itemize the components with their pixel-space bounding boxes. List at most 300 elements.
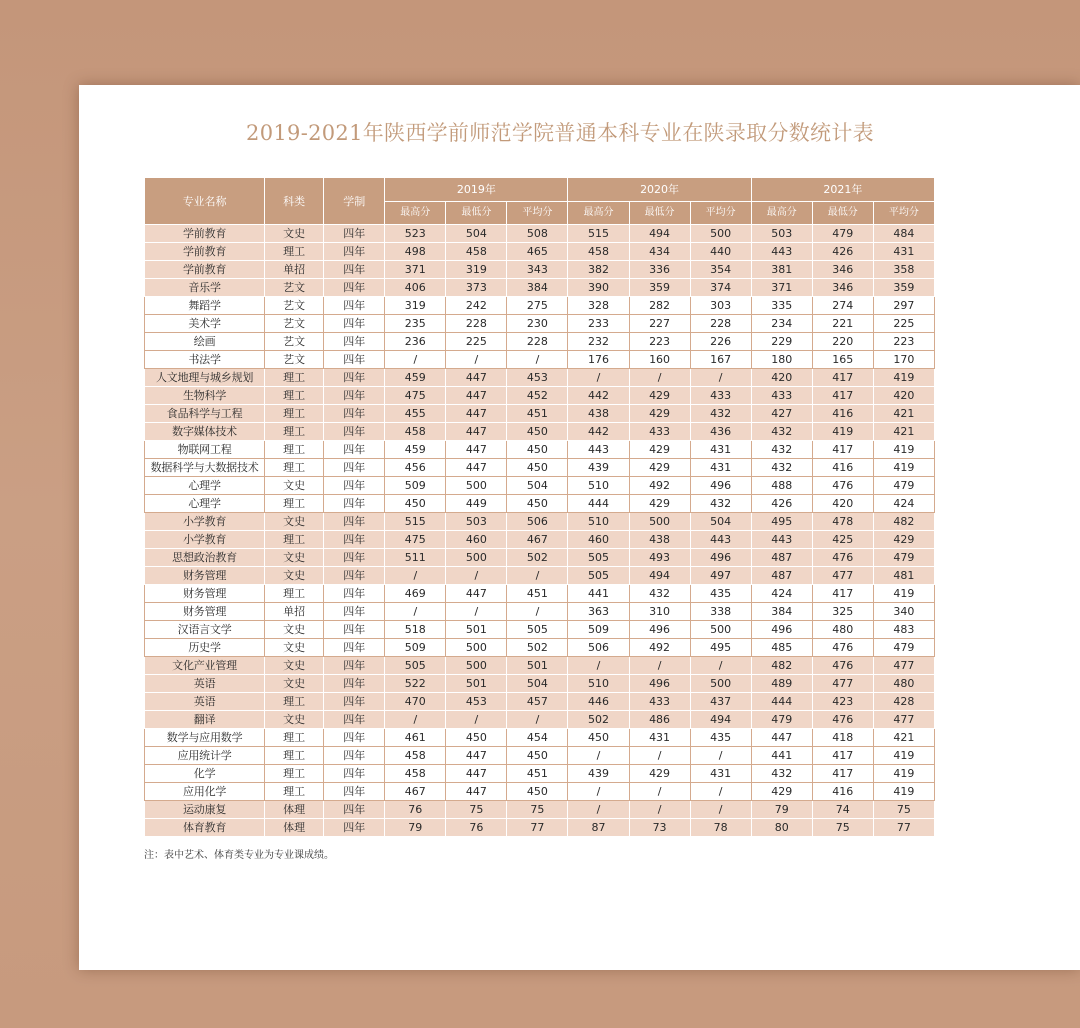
cell-avg-2021: 479 [873,477,934,495]
cell-avg-2019: 451 [507,585,568,603]
table-row [145,279,935,297]
cell-max-2020: / [568,783,629,801]
table-row [145,549,935,567]
cell-max-2021: 495 [751,513,812,531]
table-row [145,477,935,495]
cell-min-2021: 220 [812,333,873,351]
table-body [145,225,935,837]
cell-min-2020: 492 [629,639,690,657]
cell-max-2020: 510 [568,477,629,495]
cell-avg-2020: 167 [690,351,751,369]
cell-min-2020: 432 [629,585,690,603]
cell-avg-2019: 504 [507,477,568,495]
cell-max-2019: 515 [385,513,446,531]
cell-min-2020: 429 [629,765,690,783]
cell-max-2021: 371 [751,279,812,297]
table-row [145,261,935,279]
cell-min-2021: 417 [812,441,873,459]
score-table [144,177,935,837]
cell-category: 理工 [265,459,324,477]
cell-max-2020: 450 [568,729,629,747]
cell-system: 四年 [324,603,385,621]
cell-avg-2020: 78 [690,819,751,837]
table-row [145,459,935,477]
cell-min-2021: 417 [812,747,873,765]
table-row [145,747,935,765]
cell-major-name: 书法学 [145,351,265,369]
cell-major-name: 心理学 [145,495,265,513]
header-year-2021: 2021年 [751,178,934,202]
cell-avg-2019: 506 [507,513,568,531]
cell-major-name: 化学 [145,765,265,783]
cell-major-name: 体育教育 [145,819,265,837]
header-avg-2021: 平均分 [873,202,934,225]
cell-max-2021: 432 [751,765,812,783]
table-row [145,819,935,837]
cell-avg-2021: 297 [873,297,934,315]
cell-max-2019: 511 [385,549,446,567]
cell-system: 四年 [324,711,385,729]
cell-major-name: 美术学 [145,315,265,333]
cell-min-2021: 417 [812,765,873,783]
cell-avg-2019: 275 [507,297,568,315]
cell-avg-2020: 500 [690,225,751,243]
cell-system: 四年 [324,225,385,243]
cell-max-2020: 439 [568,459,629,477]
cell-min-2019: / [446,567,507,585]
cell-avg-2019: 502 [507,639,568,657]
cell-max-2021: 429 [751,783,812,801]
cell-max-2020: 328 [568,297,629,315]
cell-avg-2019: 457 [507,693,568,711]
cell-avg-2019: 451 [507,765,568,783]
cell-avg-2019: 508 [507,225,568,243]
cell-avg-2019: / [507,603,568,621]
cell-min-2019: 453 [446,693,507,711]
cell-max-2019: 522 [385,675,446,693]
cell-system: 四年 [324,747,385,765]
cell-max-2020: 515 [568,225,629,243]
cell-system: 四年 [324,369,385,387]
cell-max-2021: 479 [751,711,812,729]
cell-max-2020: 458 [568,243,629,261]
cell-category: 文史 [265,675,324,693]
cell-avg-2020: / [690,783,751,801]
cell-max-2021: 503 [751,225,812,243]
cell-category: 艺文 [265,351,324,369]
cell-category: 文史 [265,477,324,495]
table-row [145,405,935,423]
cell-major-name: 英语 [145,675,265,693]
table-row [145,693,935,711]
cell-max-2021: 447 [751,729,812,747]
cell-min-2019: 447 [446,369,507,387]
cell-max-2021: 384 [751,603,812,621]
cell-avg-2020: / [690,369,751,387]
table-row [145,765,935,783]
cell-min-2020: 282 [629,297,690,315]
cell-system: 四年 [324,801,385,819]
cell-min-2019: 447 [446,459,507,477]
cell-min-2019: 319 [446,261,507,279]
cell-min-2021: 478 [812,513,873,531]
cell-avg-2019: 450 [507,783,568,801]
cell-max-2019: 319 [385,297,446,315]
cell-category: 理工 [265,243,324,261]
table-row [145,423,935,441]
cell-avg-2020: 497 [690,567,751,585]
cell-max-2020: 382 [568,261,629,279]
cell-major-name: 思想政治教育 [145,549,265,567]
table-row [145,729,935,747]
cell-avg-2020: 440 [690,243,751,261]
table-row [145,603,935,621]
cell-max-2019: 235 [385,315,446,333]
cell-category: 理工 [265,369,324,387]
cell-avg-2020: 228 [690,315,751,333]
cell-max-2021: 80 [751,819,812,837]
cell-max-2020: 446 [568,693,629,711]
cell-min-2020: 492 [629,477,690,495]
cell-avg-2020: 435 [690,729,751,747]
cell-system: 四年 [324,531,385,549]
cell-min-2019: / [446,603,507,621]
cell-max-2020: 438 [568,405,629,423]
cell-max-2019: 461 [385,729,446,747]
cell-min-2019: 501 [446,675,507,693]
cell-min-2021: 480 [812,621,873,639]
cell-category: 理工 [265,441,324,459]
cell-system: 四年 [324,477,385,495]
table-row [145,585,935,603]
cell-max-2021: 180 [751,351,812,369]
cell-avg-2021: 359 [873,279,934,297]
cell-system: 四年 [324,387,385,405]
cell-min-2020: / [629,747,690,765]
cell-avg-2021: 420 [873,387,934,405]
cell-min-2021: 165 [812,351,873,369]
cell-max-2019: 523 [385,225,446,243]
cell-avg-2020: 496 [690,477,751,495]
cell-avg-2020: 437 [690,693,751,711]
cell-min-2021: 425 [812,531,873,549]
cell-avg-2021: 480 [873,675,934,693]
cell-min-2019: / [446,711,507,729]
cell-max-2020: 176 [568,351,629,369]
cell-min-2020: 486 [629,711,690,729]
cell-major-name: 汉语言文学 [145,621,265,639]
cell-min-2020: / [629,657,690,675]
cell-category: 文史 [265,621,324,639]
cell-category: 理工 [265,747,324,765]
cell-min-2020: 429 [629,459,690,477]
cell-avg-2021: 483 [873,621,934,639]
table-row [145,441,935,459]
cell-max-2019: 458 [385,765,446,783]
cell-min-2021: 325 [812,603,873,621]
cell-min-2020: 73 [629,819,690,837]
cell-max-2020: / [568,369,629,387]
cell-max-2021: 427 [751,405,812,423]
cell-avg-2019: 450 [507,459,568,477]
header-system: 学制 [324,178,385,225]
cell-min-2021: 419 [812,423,873,441]
header-max-2021: 最高分 [751,202,812,225]
cell-system: 四年 [324,333,385,351]
cell-avg-2020: 433 [690,387,751,405]
cell-avg-2019: 502 [507,549,568,567]
cell-min-2021: 346 [812,279,873,297]
cell-avg-2020: 432 [690,495,751,513]
cell-max-2019: 498 [385,243,446,261]
cell-avg-2020: 500 [690,621,751,639]
cell-avg-2021: 479 [873,549,934,567]
cell-min-2020: 493 [629,549,690,567]
document-sheet [79,85,1080,970]
cell-category: 单招 [265,261,324,279]
cell-major-name: 财务管理 [145,585,265,603]
cell-min-2020: 433 [629,693,690,711]
cell-category: 艺文 [265,333,324,351]
header-min-2020: 最低分 [629,202,690,225]
cell-avg-2021: 477 [873,711,934,729]
cell-avg-2021: 484 [873,225,934,243]
cell-min-2021: 221 [812,315,873,333]
cell-avg-2020: 436 [690,423,751,441]
cell-avg-2019: 230 [507,315,568,333]
cell-major-name: 小学教育 [145,513,265,531]
cell-major-name: 数学与应用数学 [145,729,265,747]
cell-category: 理工 [265,531,324,549]
cell-avg-2021: 482 [873,513,934,531]
cell-avg-2021: 225 [873,315,934,333]
cell-max-2019: 455 [385,405,446,423]
cell-max-2019: 450 [385,495,446,513]
cell-category: 理工 [265,423,324,441]
cell-max-2021: 444 [751,693,812,711]
cell-max-2020: 506 [568,639,629,657]
cell-max-2020: 444 [568,495,629,513]
cell-category: 理工 [265,783,324,801]
cell-major-name: 学前教育 [145,261,265,279]
cell-min-2019: 460 [446,531,507,549]
cell-max-2020: 442 [568,423,629,441]
cell-avg-2019: 501 [507,657,568,675]
cell-major-name: 历史学 [145,639,265,657]
cell-system: 四年 [324,261,385,279]
footnote: 注：表中艺术、体育类专业为专业课成绩。 [144,850,334,861]
cell-category: 艺文 [265,297,324,315]
cell-max-2021: 426 [751,495,812,513]
cell-major-name: 食品科学与工程 [145,405,265,423]
cell-avg-2021: 340 [873,603,934,621]
cell-max-2020: 505 [568,549,629,567]
cell-avg-2021: 481 [873,567,934,585]
cell-min-2019: 228 [446,315,507,333]
cell-major-name: 绘画 [145,333,265,351]
cell-system: 四年 [324,567,385,585]
cell-avg-2019: 77 [507,819,568,837]
cell-min-2020: 429 [629,495,690,513]
cell-min-2019: 449 [446,495,507,513]
cell-avg-2019: 505 [507,621,568,639]
cell-max-2020: 441 [568,585,629,603]
cell-min-2020: 336 [629,261,690,279]
cell-max-2019: 518 [385,621,446,639]
cell-min-2020: 494 [629,225,690,243]
cell-category: 理工 [265,729,324,747]
cell-avg-2020: 303 [690,297,751,315]
cell-avg-2021: 77 [873,819,934,837]
cell-max-2019: 509 [385,477,446,495]
cell-system: 四年 [324,549,385,567]
cell-min-2019: 447 [446,585,507,603]
table-row [145,621,935,639]
header-year-2020: 2020年 [568,178,751,202]
cell-min-2020: 438 [629,531,690,549]
cell-min-2019: 447 [446,441,507,459]
cell-avg-2021: 358 [873,261,934,279]
cell-major-name: 人文地理与城乡规划 [145,369,265,387]
cell-system: 四年 [324,423,385,441]
cell-system: 四年 [324,765,385,783]
cell-major-name: 应用化学 [145,783,265,801]
cell-max-2021: 487 [751,567,812,585]
cell-category: 文史 [265,657,324,675]
cell-category: 文史 [265,639,324,657]
cell-max-2020: / [568,747,629,765]
cell-max-2021: 432 [751,459,812,477]
cell-max-2021: 485 [751,639,812,657]
cell-category: 单招 [265,603,324,621]
table-row [145,783,935,801]
cell-avg-2020: 354 [690,261,751,279]
page-title: 2019-2021年陕西学前师范学院普通本科专业在陕录取分数统计表 [246,121,874,145]
cell-min-2021: 74 [812,801,873,819]
cell-major-name: 财务管理 [145,567,265,585]
cell-min-2021: 477 [812,567,873,585]
cell-min-2020: 429 [629,405,690,423]
cell-avg-2019: / [507,351,568,369]
cell-system: 四年 [324,243,385,261]
cell-system: 四年 [324,819,385,837]
cell-min-2020: 223 [629,333,690,351]
cell-min-2019: 504 [446,225,507,243]
cell-category: 文史 [265,549,324,567]
table-row [145,297,935,315]
cell-major-name: 学前教育 [145,225,265,243]
cell-min-2020: 496 [629,621,690,639]
cell-max-2021: 433 [751,387,812,405]
cell-avg-2021: 421 [873,405,934,423]
cell-major-name: 物联网工程 [145,441,265,459]
cell-max-2021: 443 [751,531,812,549]
cell-system: 四年 [324,279,385,297]
cell-avg-2020: 500 [690,675,751,693]
cell-max-2020: 87 [568,819,629,837]
cell-system: 四年 [324,495,385,513]
cell-system: 四年 [324,513,385,531]
cell-min-2021: 416 [812,405,873,423]
cell-min-2019: 76 [446,819,507,837]
cell-min-2020: 433 [629,423,690,441]
cell-avg-2019: 343 [507,261,568,279]
cell-avg-2020: 338 [690,603,751,621]
cell-min-2020: / [629,369,690,387]
cell-avg-2021: 419 [873,585,934,603]
cell-min-2020: 434 [629,243,690,261]
cell-max-2020: 232 [568,333,629,351]
cell-max-2020: 390 [568,279,629,297]
cell-min-2020: 227 [629,315,690,333]
cell-min-2019: 373 [446,279,507,297]
cell-min-2021: 423 [812,693,873,711]
cell-system: 四年 [324,297,385,315]
cell-min-2021: 417 [812,585,873,603]
table-row [145,495,935,513]
cell-max-2021: 488 [751,477,812,495]
cell-max-2019: 459 [385,441,446,459]
table-row [145,711,935,729]
cell-max-2020: / [568,657,629,675]
cell-min-2019: 501 [446,621,507,639]
cell-avg-2019: 504 [507,675,568,693]
cell-max-2020: 505 [568,567,629,585]
cell-min-2019: / [446,351,507,369]
cell-max-2021: 496 [751,621,812,639]
cell-avg-2021: 419 [873,765,934,783]
cell-system: 四年 [324,351,385,369]
cell-min-2021: 274 [812,297,873,315]
cell-avg-2019: 75 [507,801,568,819]
cell-max-2020: 460 [568,531,629,549]
cell-avg-2021: 75 [873,801,934,819]
cell-min-2019: 503 [446,513,507,531]
table-row [145,531,935,549]
cell-max-2019: 459 [385,369,446,387]
table-row [145,369,935,387]
cell-max-2021: 432 [751,423,812,441]
cell-avg-2019: 450 [507,747,568,765]
cell-category: 理工 [265,765,324,783]
cell-avg-2020: 431 [690,765,751,783]
cell-avg-2019: 453 [507,369,568,387]
cell-avg-2021: 429 [873,531,934,549]
cell-max-2019: 79 [385,819,446,837]
cell-min-2021: 418 [812,729,873,747]
cell-system: 四年 [324,405,385,423]
cell-avg-2019: 450 [507,441,568,459]
cell-avg-2019: 454 [507,729,568,747]
cell-max-2019: 505 [385,657,446,675]
cell-min-2019: 447 [446,783,507,801]
cell-min-2021: 416 [812,783,873,801]
cell-avg-2020: 226 [690,333,751,351]
cell-avg-2019: 228 [507,333,568,351]
cell-min-2020: 429 [629,387,690,405]
cell-min-2020: / [629,783,690,801]
cell-avg-2020: 435 [690,585,751,603]
cell-min-2019: 500 [446,639,507,657]
cell-min-2019: 500 [446,657,507,675]
header-avg-2020: 平均分 [690,202,751,225]
cell-category: 体理 [265,801,324,819]
cell-system: 四年 [324,675,385,693]
cell-max-2020: / [568,801,629,819]
cell-category: 理工 [265,405,324,423]
cell-category: 文史 [265,711,324,729]
cell-system: 四年 [324,729,385,747]
